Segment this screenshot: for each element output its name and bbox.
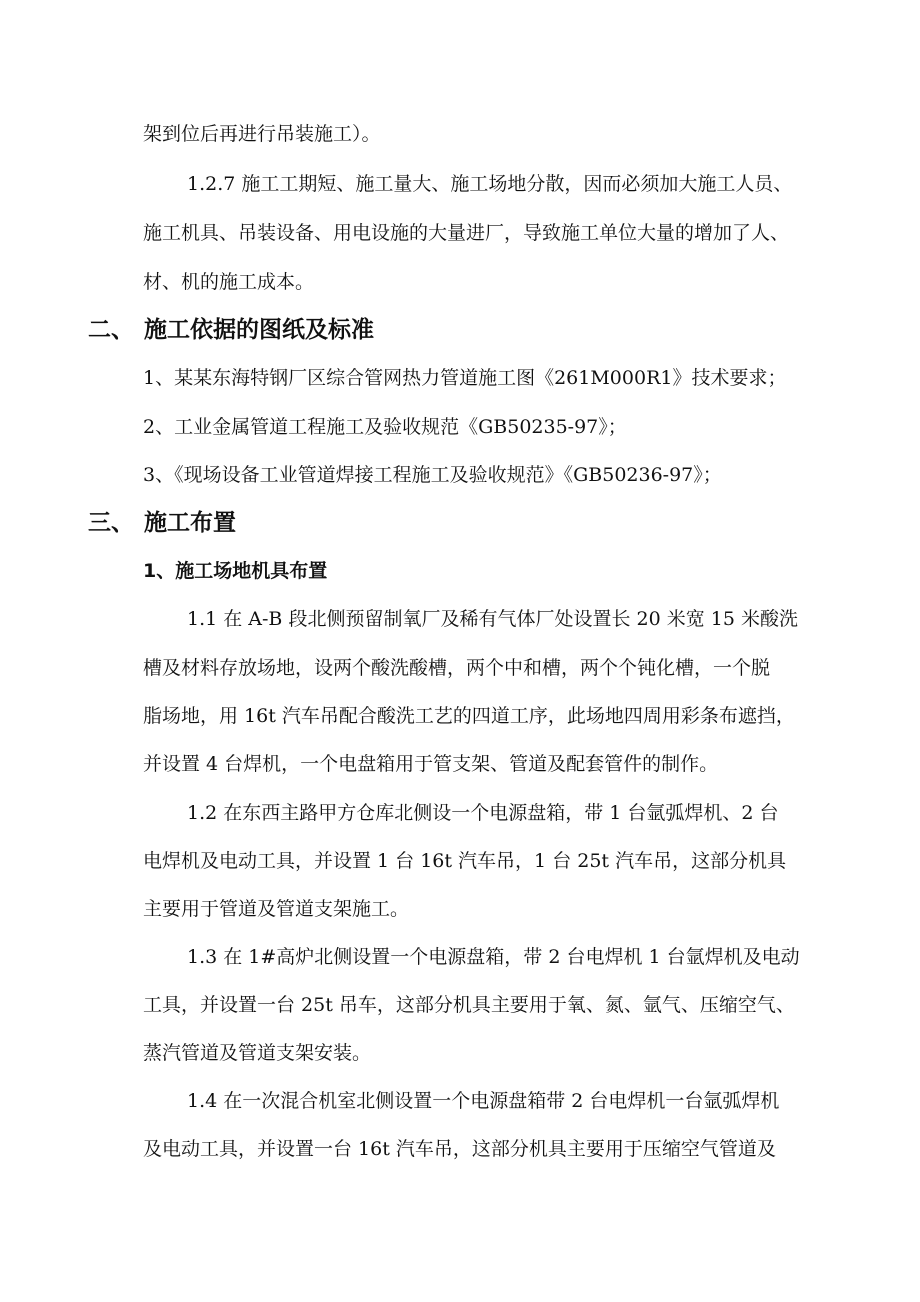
- paragraph-line: 蒸汽管道及管道支架安装。: [143, 1042, 372, 1064]
- section-title: 施工依据的图纸及标准: [144, 317, 374, 343]
- paragraph-line: 槽及材料存放场地，设两个酸洗酸槽，两个中和槽，两个个钝化槽，一个脱: [143, 657, 771, 679]
- paragraph-line: 架到位后再进行吊装施工）。: [143, 123, 381, 145]
- paragraph-line: 1.2.7 施工工期短、施工量大、施工场地分散，因而必须加大施工人员、: [187, 173, 793, 195]
- section-heading-2: [88, 316, 374, 344]
- list-item: 2、工业金属管道工程施工及验收规范《GB50235-97》；: [143, 416, 627, 438]
- paragraph-line: 施工机具、吊装设备、用电设施的大量进厂，导致施工单位大量的增加了人、: [143, 222, 790, 244]
- paragraph-line: 工具，并设置一台 25t 吊车，这部分机具主要用于氧、氮、氩气、压缩空气、: [143, 994, 795, 1016]
- paragraph-line: 1.2 在东西主路甲方仓库北侧设一个电源盘箱，带 1 台氩弧焊机、2 台: [187, 802, 779, 824]
- paragraph-line: 电焊机及电动工具，并设置 1 台 16t 汽车吊，1 台 25t 汽车吊，这部分机具: [143, 850, 787, 872]
- list-item: 1、某某东海特钢厂区综合管网热力管道施工图《261M000R1》技术要求；: [143, 367, 787, 389]
- section-number: 三、: [88, 510, 134, 536]
- paragraph-line: 1.1 在 A-B 段北侧预留制氧厂及稀有气体厂处设置长 20 米宽 15 米酸洗: [187, 608, 798, 630]
- paragraph-line: 脂场地，用 16t 汽车吊配合酸洗工艺的四道工序，此场地四周用彩条布遮挡，: [143, 705, 795, 727]
- paragraph-line: 及电动工具，并设置一台 16t 汽车吊，这部分机具主要用于压缩空气管道及: [143, 1138, 776, 1160]
- section-heading-3: [88, 509, 236, 537]
- paragraph-line: 材、机的施工成本。: [143, 271, 315, 293]
- paragraph-line: 1.3 在 1#高炉北侧设置一个电源盘箱，带 2 台电焊机 1 台氩焊机及电动: [187, 946, 800, 968]
- section-number: 二、: [88, 317, 134, 343]
- paragraph-line: 1.4 在一次混合机室北侧设置一个电源盘箱带 2 台电焊机一台氩弧焊机: [187, 1090, 780, 1112]
- subsection-heading: 1、施工场地机具布置: [143, 560, 328, 582]
- paragraph-line: 并设置 4 台焊机，一个电盘箱用于管支架、管道及配套管件的制作。: [143, 753, 719, 775]
- section-title: 施工布置: [144, 510, 236, 536]
- paragraph-line: 主要用于管道及管道支架施工。: [143, 898, 410, 920]
- list-item: 3、《现场设备工业管道焊接工程施工及验收规范》《GB50236-97》；: [143, 464, 722, 486]
